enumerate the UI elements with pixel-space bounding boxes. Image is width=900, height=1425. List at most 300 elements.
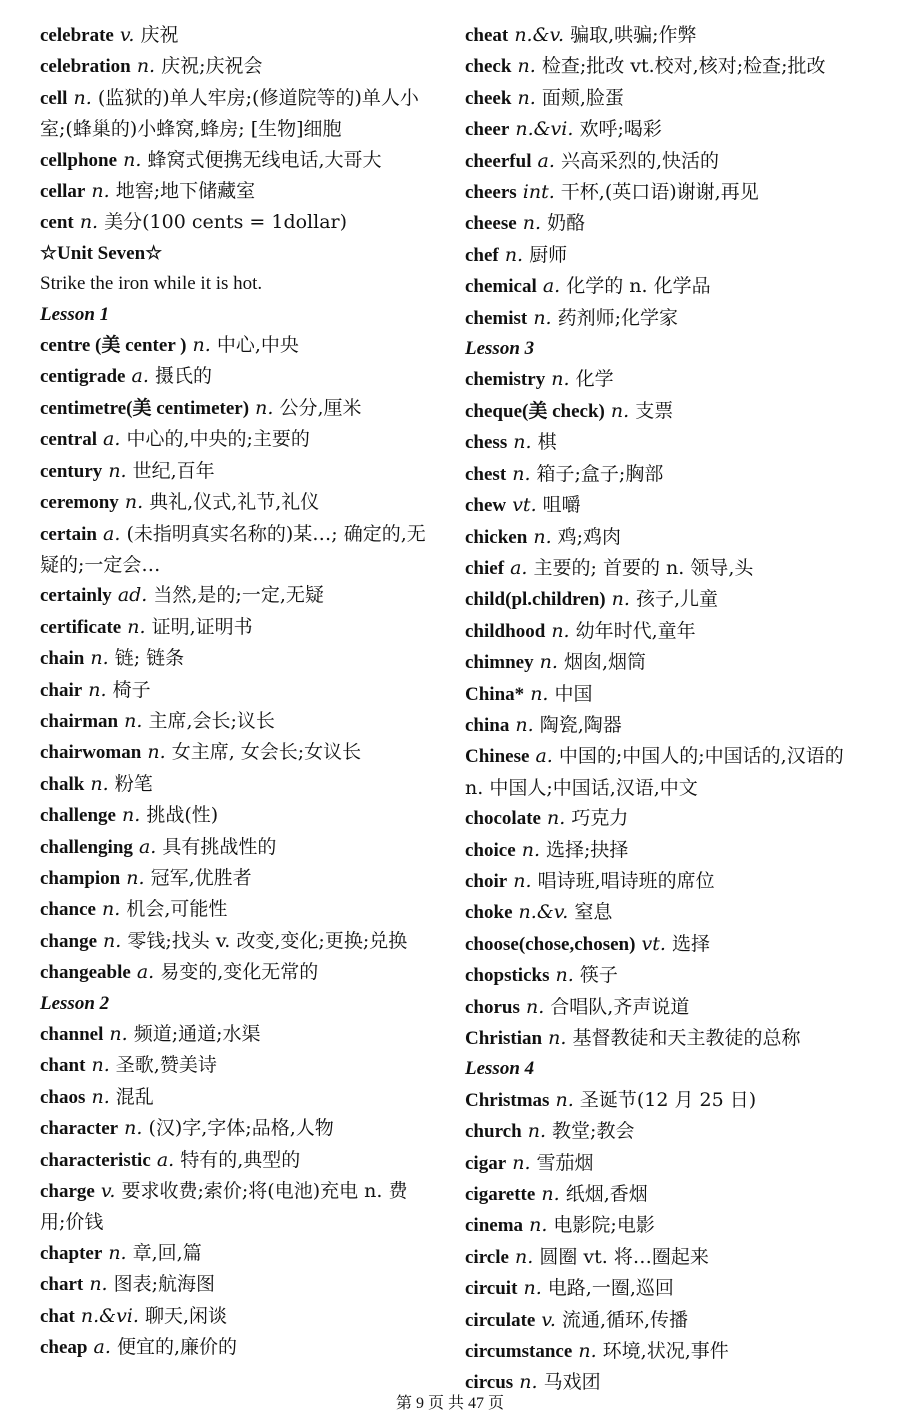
definition: 干杯,(英口语)谢谢,再见: [560, 181, 759, 204]
part-of-speech: n.: [530, 682, 549, 705]
headword: Christmas: [465, 1089, 550, 1111]
part-of-speech: n.: [555, 964, 574, 987]
definition: 药剂师;化学家: [557, 306, 679, 329]
headword: cheer: [465, 119, 510, 141]
part-of-speech: a.: [537, 149, 555, 172]
vocab-entry: [465, 364, 865, 395]
part-of-speech: v.: [100, 1180, 116, 1203]
headword: chemical: [465, 276, 537, 298]
headword: chopsticks: [465, 965, 550, 987]
vocab-entry: [465, 1116, 865, 1147]
vocab-entry: [40, 519, 430, 581]
vocab-entry: [40, 393, 430, 424]
vocab-entry: [40, 1301, 430, 1332]
vocab-entry: [40, 1050, 430, 1081]
definition: 冠军,优胜者: [150, 866, 252, 889]
headword: cheat: [465, 25, 509, 46]
headword: centre: [40, 335, 91, 357]
vocab-entry: [465, 490, 865, 521]
definition: 挑战(性): [146, 804, 219, 827]
part-of-speech: a.: [542, 275, 561, 298]
part-of-speech: n.: [108, 1241, 127, 1264]
definition: 电影院;电影: [553, 1214, 655, 1237]
part-of-speech: n.&v.: [514, 24, 565, 46]
part-of-speech: n.: [123, 148, 142, 171]
headword: Chinese: [465, 746, 530, 768]
vocab-entry: [465, 647, 865, 678]
definition: 典礼,仪式,礼节,礼仪: [149, 491, 320, 514]
vocab-entry: [465, 114, 865, 145]
part-of-speech: n.: [126, 866, 145, 889]
vocab-entry: [40, 1019, 430, 1050]
vocab-entry: [40, 926, 430, 957]
headword: cent: [40, 212, 74, 234]
definition: 具有挑战性的: [162, 835, 277, 858]
part-of-speech: n.: [90, 647, 109, 670]
headword: changeable: [40, 962, 131, 984]
definition: (汉)字,字体;品格,人物: [148, 1117, 334, 1140]
part-of-speech: n.: [529, 1214, 548, 1237]
definition: 合唱队,齐声说道: [550, 995, 690, 1018]
vocab-entry: [40, 769, 430, 800]
headword: china: [465, 714, 510, 736]
vocab-entry: [465, 1179, 865, 1210]
part-of-speech: n.: [610, 399, 630, 422]
definition: 主要的; 首要的 n. 领导,头: [533, 556, 754, 579]
part-of-speech: n.: [517, 86, 536, 109]
definition: 支票: [635, 399, 674, 422]
part-of-speech: n.: [525, 995, 545, 1018]
part-of-speech: ad.: [117, 584, 148, 607]
vocab-entry: [40, 1269, 430, 1300]
headword: central: [40, 429, 97, 451]
headword: chew: [465, 495, 507, 517]
headword: certainly: [40, 585, 112, 607]
headword: celebrate: [40, 25, 114, 46]
headword: chapter: [40, 1242, 103, 1264]
definition: 世纪,百年: [132, 459, 215, 482]
part-of-speech: a.: [535, 745, 553, 768]
headword: challenging: [40, 836, 133, 858]
vocab-entry: [40, 487, 430, 518]
part-of-speech: a.: [103, 428, 121, 451]
definition: 中国的;中国人的;中国话的,汉语的 n. 中国人;中国话,汉语,中文: [465, 745, 844, 799]
vocab-entry: [465, 51, 865, 82]
headword: celebration: [40, 56, 131, 78]
definition: 化学的 n. 化学品: [566, 275, 711, 298]
definition: 链; 链条: [114, 647, 185, 670]
vocab-entry: [465, 459, 865, 490]
vocab-entry: [40, 675, 430, 706]
part-of-speech: n.: [522, 212, 542, 235]
headword: choose: [465, 933, 519, 955]
headword: chat: [40, 1305, 75, 1327]
definition: 唱诗班,唱诗班的席位: [537, 869, 715, 892]
vocab-entry: [40, 330, 430, 361]
definition: 摄氏的: [154, 365, 212, 388]
vocab-entry: [465, 303, 865, 334]
definition: 流通,循环,传播: [561, 1308, 689, 1331]
definition: 烟囱,烟筒: [563, 651, 647, 674]
part-of-speech: n.: [521, 838, 540, 861]
vocab-entry: [40, 706, 430, 737]
part-of-speech: n.: [109, 1023, 128, 1045]
definition: 圣歌,赞美诗: [115, 1054, 217, 1077]
vocab-entry: [465, 866, 865, 897]
part-of-speech: n.: [517, 55, 536, 78]
vocab-entry: [40, 20, 430, 51]
part-of-speech: n.: [192, 334, 211, 357]
part-of-speech: n.: [578, 1340, 597, 1363]
part-of-speech: n.: [548, 1027, 567, 1049]
part-of-speech: n.&vi.: [80, 1304, 139, 1327]
headword: circumstance: [465, 1341, 573, 1363]
headword: characteristic: [40, 1149, 151, 1171]
part-of-speech: n.: [124, 491, 144, 514]
headword-variant: (美 centimeter): [126, 397, 250, 419]
vocab-entry: [465, 1336, 865, 1367]
vocab-entry: [40, 207, 430, 238]
headword: chemistry: [465, 369, 546, 391]
part-of-speech: vt.: [641, 932, 666, 955]
vocab-entry: [465, 679, 865, 710]
vocab-entry: [40, 957, 430, 988]
part-of-speech: n.: [523, 1277, 542, 1300]
vocab-entry: [40, 51, 430, 82]
headword: cheese: [465, 213, 517, 235]
definition: 幼年时代,童年: [575, 619, 696, 642]
part-of-speech: n.: [127, 615, 146, 638]
definition: (监狱的)单人牢房;(修道院等的)单人小室;(蜂巢的)小蜂窝,蜂房; [生物]细胞: [40, 86, 419, 141]
definition: 蜂窝式便携无线电话,大哥大: [147, 148, 382, 171]
part-of-speech: n.: [91, 180, 110, 203]
definition: 混乱: [115, 1085, 154, 1108]
part-of-speech: v.: [119, 24, 135, 46]
headword: chimney: [465, 652, 534, 674]
headword: choice: [465, 839, 516, 861]
headword: cellphone: [40, 149, 118, 171]
headword: chair: [40, 679, 83, 701]
definition: 骗取,哄骗;作弊: [570, 24, 697, 46]
vocab-entry: [465, 177, 865, 208]
definition: 孩子,儿童: [635, 588, 719, 611]
part-of-speech: n.: [136, 55, 156, 78]
vocab-entry: [465, 741, 865, 803]
headword: charge: [40, 1181, 95, 1203]
definition: 庆祝;庆祝会: [161, 55, 263, 78]
headword: challenge: [40, 805, 116, 827]
vocab-entry: [40, 424, 430, 455]
headword: circle: [465, 1246, 509, 1268]
part-of-speech: a.: [131, 365, 149, 388]
definition: 图表;航海图: [113, 1273, 216, 1296]
part-of-speech: v.: [541, 1308, 556, 1331]
definition: 筷子: [579, 964, 618, 987]
vocab-entry: [465, 710, 865, 741]
headword: centimetre: [40, 397, 127, 419]
headword: circuit: [465, 1278, 518, 1300]
definition: 易变的,变化无常的: [160, 961, 319, 984]
definition: 章,回,篇: [132, 1241, 202, 1264]
definition: 电路,一圈,巡回: [547, 1277, 674, 1300]
definition: 中国: [554, 682, 593, 705]
headword-variant: (pl.children): [505, 589, 606, 611]
definition: 奶酪: [547, 212, 586, 235]
vocab-entry: [40, 737, 430, 768]
part-of-speech: a.: [136, 961, 155, 984]
part-of-speech: n.: [91, 1085, 110, 1108]
headword: childhood: [465, 620, 546, 642]
vocab-entry: [465, 835, 865, 866]
headword: chart: [40, 1274, 84, 1296]
part-of-speech: n.: [539, 651, 558, 674]
definition: 基督教徒和天主教徒的总称: [572, 1027, 801, 1049]
definition: 中心的,中央的;主要的: [126, 428, 310, 451]
vocab-entry: [465, 1210, 865, 1241]
part-of-speech: n.: [533, 306, 552, 329]
vocab-entry: [465, 553, 865, 584]
headword: chance: [40, 899, 96, 921]
definition: 圣诞节(12 月 25 日): [579, 1088, 757, 1111]
definition: 中心,中央: [216, 334, 299, 357]
headword: chief: [465, 557, 505, 579]
vocab-entry: [465, 20, 865, 51]
lesson-heading: Lesson 1: [40, 303, 110, 325]
vocab-entry: [465, 1305, 865, 1336]
vocab-entry: [40, 1113, 430, 1144]
vocab-entry: [465, 271, 865, 302]
definition: 粉笔: [114, 772, 153, 795]
definition: 证明,证明书: [151, 615, 253, 638]
headword: ceremony: [40, 492, 119, 514]
part-of-speech: n.: [541, 1183, 560, 1206]
headword: cheerful: [465, 150, 532, 172]
lesson-heading: Lesson 3: [465, 338, 535, 360]
definition: 频道;通道;水渠: [133, 1023, 261, 1045]
headword: channel: [40, 1024, 104, 1045]
part-of-speech: n.: [611, 588, 630, 611]
part-of-speech: n.: [122, 804, 141, 827]
headword: cellar: [40, 181, 86, 203]
headword: chain: [40, 648, 85, 670]
headword: Christian: [465, 1028, 543, 1049]
vocab-entry: [465, 146, 865, 177]
headword: chest: [465, 463, 507, 485]
vocab-entry: [465, 897, 865, 928]
headword: champion: [40, 867, 121, 889]
headword: centigrade: [40, 366, 126, 388]
part-of-speech: a.: [138, 835, 157, 858]
definition: 圆圈 vt. 将…圈起来: [539, 1245, 709, 1268]
part-of-speech: n.: [124, 709, 143, 732]
definition: (未指明真实名称的)某…; 确定的,无疑的;一定会…: [40, 522, 426, 576]
lesson-heading: Lesson 4: [465, 1058, 535, 1080]
part-of-speech: n.: [73, 86, 92, 109]
part-of-speech: n.: [551, 619, 570, 642]
vocab-entry: [465, 929, 865, 960]
proverb-line: Strike the iron while it is hot.: [40, 273, 263, 295]
part-of-speech: n.: [512, 462, 531, 485]
part-of-speech: n.: [101, 898, 121, 921]
definition: 马戏团: [543, 1371, 601, 1394]
definition: 厨师: [529, 243, 568, 266]
vocab-entry: [465, 960, 865, 991]
definition: 教堂;教会: [552, 1120, 635, 1143]
headword-variant: (美 center ): [90, 335, 187, 357]
vocab-entry: [465, 1023, 865, 1054]
definition: 雪茄烟: [536, 1151, 594, 1174]
vocab-entry: [465, 584, 865, 615]
part-of-speech: n.: [519, 1371, 538, 1394]
definition: 机会,可能性: [126, 898, 228, 921]
part-of-speech: n.: [90, 772, 109, 795]
vocab-entry: [40, 832, 430, 863]
headword: church: [465, 1121, 522, 1143]
vocab-entry: [40, 580, 430, 611]
headword-variant: (美 check): [522, 400, 605, 422]
definition: 环境,状况,事件: [602, 1340, 729, 1363]
headword: cheap: [40, 1337, 88, 1359]
definition: 女主席, 女会长;女议长: [171, 741, 362, 764]
part-of-speech: n.: [88, 678, 107, 701]
definition: 当然,是的;一定,无疑: [153, 584, 324, 607]
part-of-speech: n.&v.: [518, 901, 569, 924]
headword: certain: [40, 523, 97, 545]
definition: 公分,厘米: [279, 396, 362, 419]
headword: chairwoman: [40, 742, 142, 764]
lesson-heading: Lesson 2: [40, 992, 110, 1014]
part-of-speech: n.: [533, 525, 552, 548]
headword: child: [465, 589, 506, 611]
vocab-entry: [40, 1332, 430, 1363]
vocab-entry: [40, 643, 430, 674]
definition: 便宜的,廉价的: [116, 1336, 238, 1359]
headword-variant: (chose,chosen): [518, 933, 636, 955]
part-of-speech: a.: [93, 1336, 111, 1359]
vocab-entry: [465, 992, 865, 1023]
definition: 聊天,闲谈: [144, 1304, 228, 1327]
vocab-entry: [40, 863, 430, 894]
part-of-speech: n.: [527, 1120, 546, 1143]
vocab-entry: [465, 522, 865, 553]
headword: chaos: [40, 1086, 86, 1108]
definition: 化学: [575, 368, 614, 391]
vocab-entry: [40, 1082, 430, 1113]
vocab-entry: [40, 1238, 430, 1269]
headword: chant: [40, 1055, 86, 1077]
headword: character: [40, 1118, 119, 1140]
vocab-entry: [465, 1085, 865, 1116]
part-of-speech: n.: [512, 1151, 531, 1174]
vocab-entry: [465, 83, 865, 114]
vocab-entry: [465, 616, 865, 647]
definition: 要求收费;索价;将(电池)充电 n. 费用;价钱: [40, 1180, 408, 1234]
vocab-entry: [465, 396, 865, 427]
definition: 棋: [537, 431, 557, 454]
headword: choir: [465, 870, 508, 892]
part-of-speech: n.: [515, 1245, 534, 1268]
vocab-entry: [465, 208, 865, 239]
part-of-speech: n.: [89, 1273, 108, 1296]
part-of-speech: n.: [555, 1088, 574, 1111]
definition: 欢呼;喝彩: [579, 118, 662, 141]
headword: cigar: [465, 1152, 507, 1174]
vocab-entry: [40, 612, 430, 643]
part-of-speech: a.: [103, 522, 121, 545]
definition: 地窖;地下储藏室: [115, 180, 256, 203]
vocab-entry: [465, 427, 865, 458]
vocab-entry: [40, 145, 430, 176]
part-of-speech: n.: [513, 431, 532, 454]
part-of-speech: a.: [156, 1148, 175, 1171]
definition: 兴高采烈的,快活的: [560, 149, 719, 172]
definition: 咀嚼: [542, 494, 581, 517]
part-of-speech: n.: [124, 1117, 143, 1140]
headword: cigarette: [465, 1184, 536, 1206]
headword: chef: [465, 244, 499, 266]
page-footer: 第 9 页 共 47 页: [395, 1395, 504, 1412]
part-of-speech: n.: [504, 243, 524, 266]
headword: circus: [465, 1372, 514, 1394]
right-column: [465, 20, 865, 1399]
part-of-speech: a.: [510, 556, 528, 579]
headword: check: [465, 56, 512, 78]
part-of-speech: n.: [547, 807, 566, 830]
definition: 箱子;盒子;胸部: [536, 462, 664, 485]
definition: 零钱;找头 v. 改变,变化;更换;兑换: [127, 929, 408, 952]
definition: 鸡;鸡肉: [557, 525, 622, 548]
definition: 庆祝: [140, 24, 179, 46]
part-of-speech: n.: [108, 459, 127, 482]
headword: chess: [465, 432, 508, 454]
vocab-entry: [40, 894, 430, 925]
vocab-entry: [465, 803, 865, 834]
definition: 检查;批改 vt.校对,核对;检查;批改: [541, 55, 826, 78]
definition: 陶瓷,陶器: [539, 713, 622, 736]
headword: chicken: [465, 526, 528, 548]
headword: cinema: [465, 1215, 524, 1237]
unit-heading: ☆Unit Seven☆: [40, 242, 163, 264]
headword: choke: [465, 902, 513, 924]
part-of-speech: n.: [79, 211, 99, 234]
headword: China*: [465, 683, 525, 705]
definition: 选择;抉择: [546, 838, 629, 861]
headword: chorus: [465, 996, 520, 1018]
definition: 选择: [671, 932, 710, 955]
vocab-entry: [40, 361, 430, 392]
headword: cheek: [465, 87, 512, 109]
definition: 主席,会长;议长: [148, 709, 275, 732]
vocab-entry: [40, 1176, 430, 1238]
definition: 巧克力: [571, 807, 629, 830]
definition: 纸烟,香烟: [565, 1183, 648, 1206]
headword: circulate: [465, 1309, 536, 1331]
vocab-entry: [465, 1148, 865, 1179]
headword: cheers: [465, 182, 517, 204]
part-of-speech: int.: [522, 181, 555, 204]
headword: chocolate: [465, 808, 541, 830]
part-of-speech: n.: [103, 929, 122, 952]
part-of-speech: n.: [551, 368, 570, 391]
definition: 特有的,典型的: [180, 1148, 301, 1171]
headword: certificate: [40, 616, 122, 638]
part-of-speech: n.: [255, 396, 274, 419]
headword: century: [40, 460, 103, 482]
vocab-entry: [465, 240, 865, 271]
vocab-entry: [40, 1145, 430, 1176]
definition: 椅子: [112, 678, 151, 701]
vocab-entry: [40, 800, 430, 831]
